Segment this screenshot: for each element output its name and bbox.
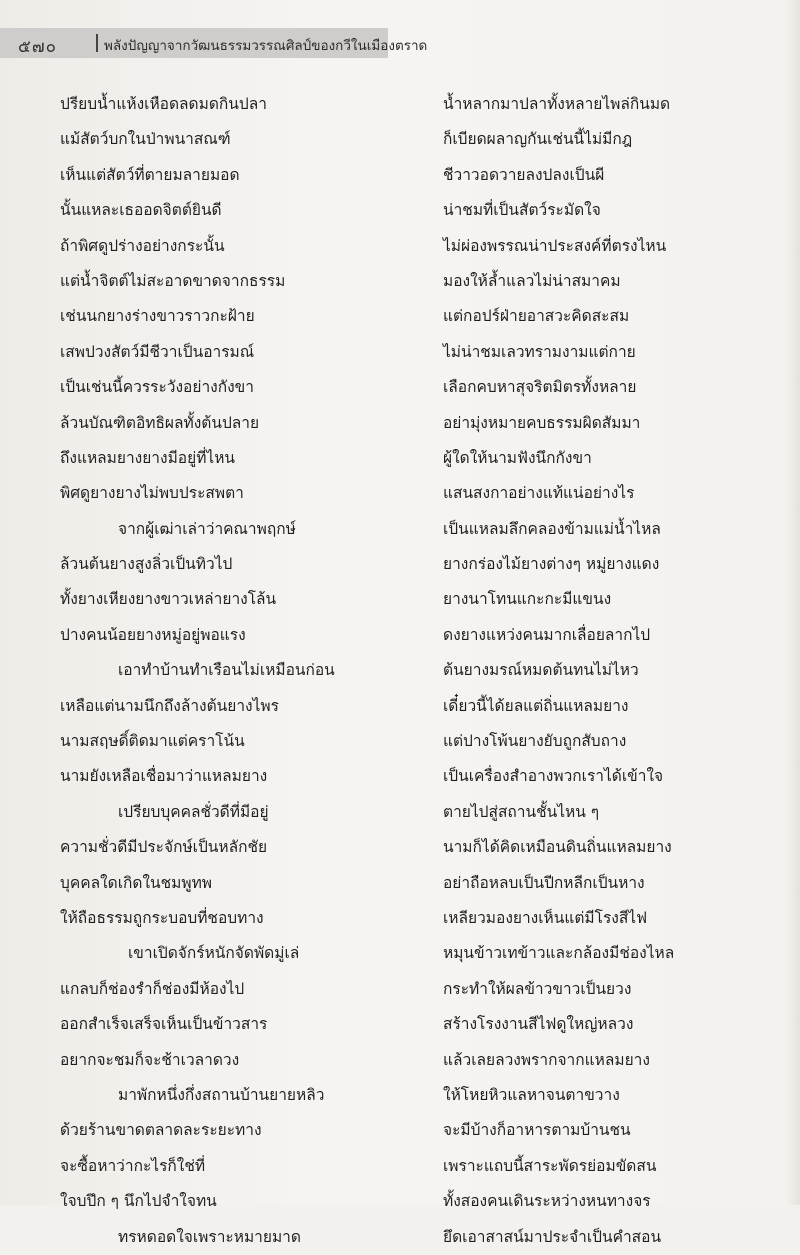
verse-line: เอาทำบ้านทำเรือนไม่เหมือนก่อน (118, 661, 335, 680)
verse-line: เป็นแหลมลึกคลองข้ามแม่น้ำไหล (443, 519, 661, 538)
verse-line: ทั้งสองคนเดินระหว่างหนทางจร (443, 1192, 651, 1211)
verse-line: เช่นนกยางร่างขาวราวกะฝ้าย (60, 307, 255, 326)
verse-line: เดี๋ยวนี้ได้ยลแต่ถิ่นแหลมยาง (443, 696, 629, 715)
verse-line: พิศดูยางยางไม่พบประสพตา (60, 484, 244, 503)
verse-line: ไม่น่าชมเลวทรามงามแต่กาย (443, 342, 636, 361)
verse-line: ต้นยางมรณ์หมดต้นทนไม่ไหว (443, 661, 639, 680)
verse-line: แต่ปางโพ้นยางยับถูกสับถาง (443, 732, 627, 751)
verse-line: น้ำหลากมาปลาทั้งหลายไพล่กินมด (443, 95, 671, 113)
verse-line: ยางนาโทนแกะกะมีแขนง (443, 590, 612, 609)
verse-line: เปรียบบุคคลชั่วดีที่มีอยู่ (118, 802, 269, 821)
verse-line: ยึดเอาสาสน์มาประจำเป็นคำสอน (443, 1227, 662, 1246)
verse-line: อย่ามุ่งหมายคบธรรมผิดสัมมา (443, 413, 641, 432)
verse-line: ยางกร่องไม้ยางต่างๆ หมู่ยางแดง (443, 555, 660, 574)
verse-line: อย่าถือหลบเป็นปีกหลีกเป็นหาง (443, 873, 645, 892)
verse-line: เห็นแต่สัตว์ที่ตายมลายมอด (60, 165, 240, 184)
verse-line: ล้วนต้นยางสูงลิ่วเป็นทิวไป (60, 555, 233, 574)
right-verse-column (443, 87, 674, 1255)
verse-line: ผู้ใดให้นามฟังนึกกังขา (443, 448, 592, 467)
verse-line: ความชั่วดีมีประจักษ์เป็นหลักชัย (60, 838, 268, 857)
verse-line: ออกสำเร็จเสร็จเห็นเป็นข้าวสาร (60, 1015, 268, 1034)
verse-line: นั้นแหละเธออดจิตต์ยินดี (60, 201, 222, 220)
verse-line: ทั้งยางเหียงยางขาวเหล่ายางโล้น (60, 590, 277, 609)
verse-line: จะมีบ้างก็อาหารตามบ้านชน (443, 1121, 631, 1140)
verse-line: เลือกคบหาสุจริตมิตรทั้งหลาย (443, 378, 637, 397)
verse-line: ถ้าพิศดูปร่างอย่างกระนั้น (60, 236, 225, 255)
verse-line: อยากจะชมก็จะช้าเวลาดวง (60, 1050, 240, 1069)
verse-line: บุคคลใดเกิดในชมพูทพ (60, 873, 213, 892)
left-verse-column (60, 87, 335, 1255)
verse-line: เสพปวงสัตว์มีชีวาเป็นอารมณ์ (60, 342, 255, 361)
verse-line: เขาเปิดจักร์หนักจัดพัดมู่เล่ (128, 944, 300, 963)
verse-line: ชีวาวอดวายลงปลงเป็นผี (443, 165, 605, 184)
verse-line: หมุนข้าวเทข้าวและกล้องมีช่องไหล (443, 944, 675, 963)
verse-line: ปรียบน้ำแห้งเหือดลดมดกินปลา (60, 95, 267, 113)
verse-line: กระทำให้ผลข้าวขาวเป็นยวง (443, 979, 632, 998)
verse-line: ตายไปสู่สถานชั้นไหน ๆ (443, 802, 600, 821)
verse-line: ทรหดอดใจเพราะหมายมาด (118, 1227, 301, 1246)
verse-line: นามสฤษดิ์ติดมาแต่คราโน้น (60, 732, 245, 751)
verse-line: ให้โหยหิวแลหาจนตาขวาง (443, 1085, 620, 1104)
header-separator (96, 34, 98, 52)
verse-line: ด้วยร้านขาดตลาดละระยะทาง (60, 1121, 262, 1140)
verse-line: แสนสงกาอย่างแท้แน่อย่างไร (443, 484, 635, 503)
verse-line: เพราะแถบนี้สาระพัดรย่อมขัดสน (443, 1156, 657, 1175)
verse-line: เป็นเครื่องสำอางพวกเราได้เข้าใจ (443, 767, 664, 786)
page-number: ๕๗๐ (18, 37, 58, 57)
verse-line: มองให้ล้ำแลวไม่น่าสมาคม (443, 271, 621, 290)
verse-line: น่าชมที่เป็นสัตว์ระมัดใจ (443, 201, 601, 220)
verse-line: แต่น้ำจิตต์ไม่สะอาดขาดจากธรรม (60, 271, 286, 290)
verse-line: นามยังเหลือเชื่อมาว่าแหลมยาง (60, 767, 268, 786)
verse-line: ไม่ผ่องพรรณน่าประสงค์ที่ตรงไหน (443, 236, 667, 255)
verse-line: ถึงแหลมยางยางมีอยู่ที่ไหน (60, 448, 236, 467)
verse-line: เหลียวมองยางเห็นแต่มีโรงสีไฟ (443, 908, 648, 927)
verse-line: มาพักหนึ่งกึ่งสถานบ้านยายหลิว (118, 1085, 325, 1104)
verse-line: แกลบก็ช่องรำก็ช่องมีห้องไป (60, 979, 245, 998)
verse-line: ล้วนบัณฑิตอิทธิผลทั้งต้นปลาย (60, 413, 260, 432)
verse-line: ดงยางแหว่งคนมากเลื่อยลากไป (443, 625, 651, 644)
verse-line: จากผู้เฒ่าเล่าว่าคณาพฤกษ์ (118, 519, 296, 538)
verse-line: สร้างโรงงานสีไฟดูใหญ่หลวง (443, 1015, 634, 1034)
verse-line: ให้ถือธรรมถูกระบอบที่ชอบทาง (60, 908, 264, 927)
verse-line: แม้สัตว์บกในป่าพนาสณฑ์ (60, 130, 231, 149)
verse-line: ปางคนน้อยยางหมู่อยู่พอแรง (60, 625, 246, 644)
verse-line: เป็นเช่นนี้ควรระวังอย่างกังขา (60, 378, 254, 397)
verse-line: เหลือแต่นามนึกถึงล้างต้นยางไพร (60, 696, 279, 715)
page-edge-shadow (786, 0, 800, 1205)
verse-line: จะซื้อหาว่ากะไรก็ใช่ที่ (60, 1156, 206, 1175)
verse-line: ก็เบียดผลาญกันเช่นนี้ไม่มีกฎ (443, 130, 633, 149)
verse-line: แล้วเลยลวงพรากจากแหลมยาง (443, 1050, 650, 1069)
verse-line: นามก็ได้คิดเหมือนดินถิ่นแหลมยาง (443, 838, 672, 857)
running-title: พลังปัญญาจากวัฒนธรรมวรรณศิลป์ของกวีในเมืองตราด (104, 38, 428, 54)
verse-line: ใจบปึก ๆ นึกไปจำใจทน (60, 1192, 217, 1211)
verse-line: แต่กอปร์ฝ่ายอาสวะคิดสะสม (443, 307, 630, 326)
